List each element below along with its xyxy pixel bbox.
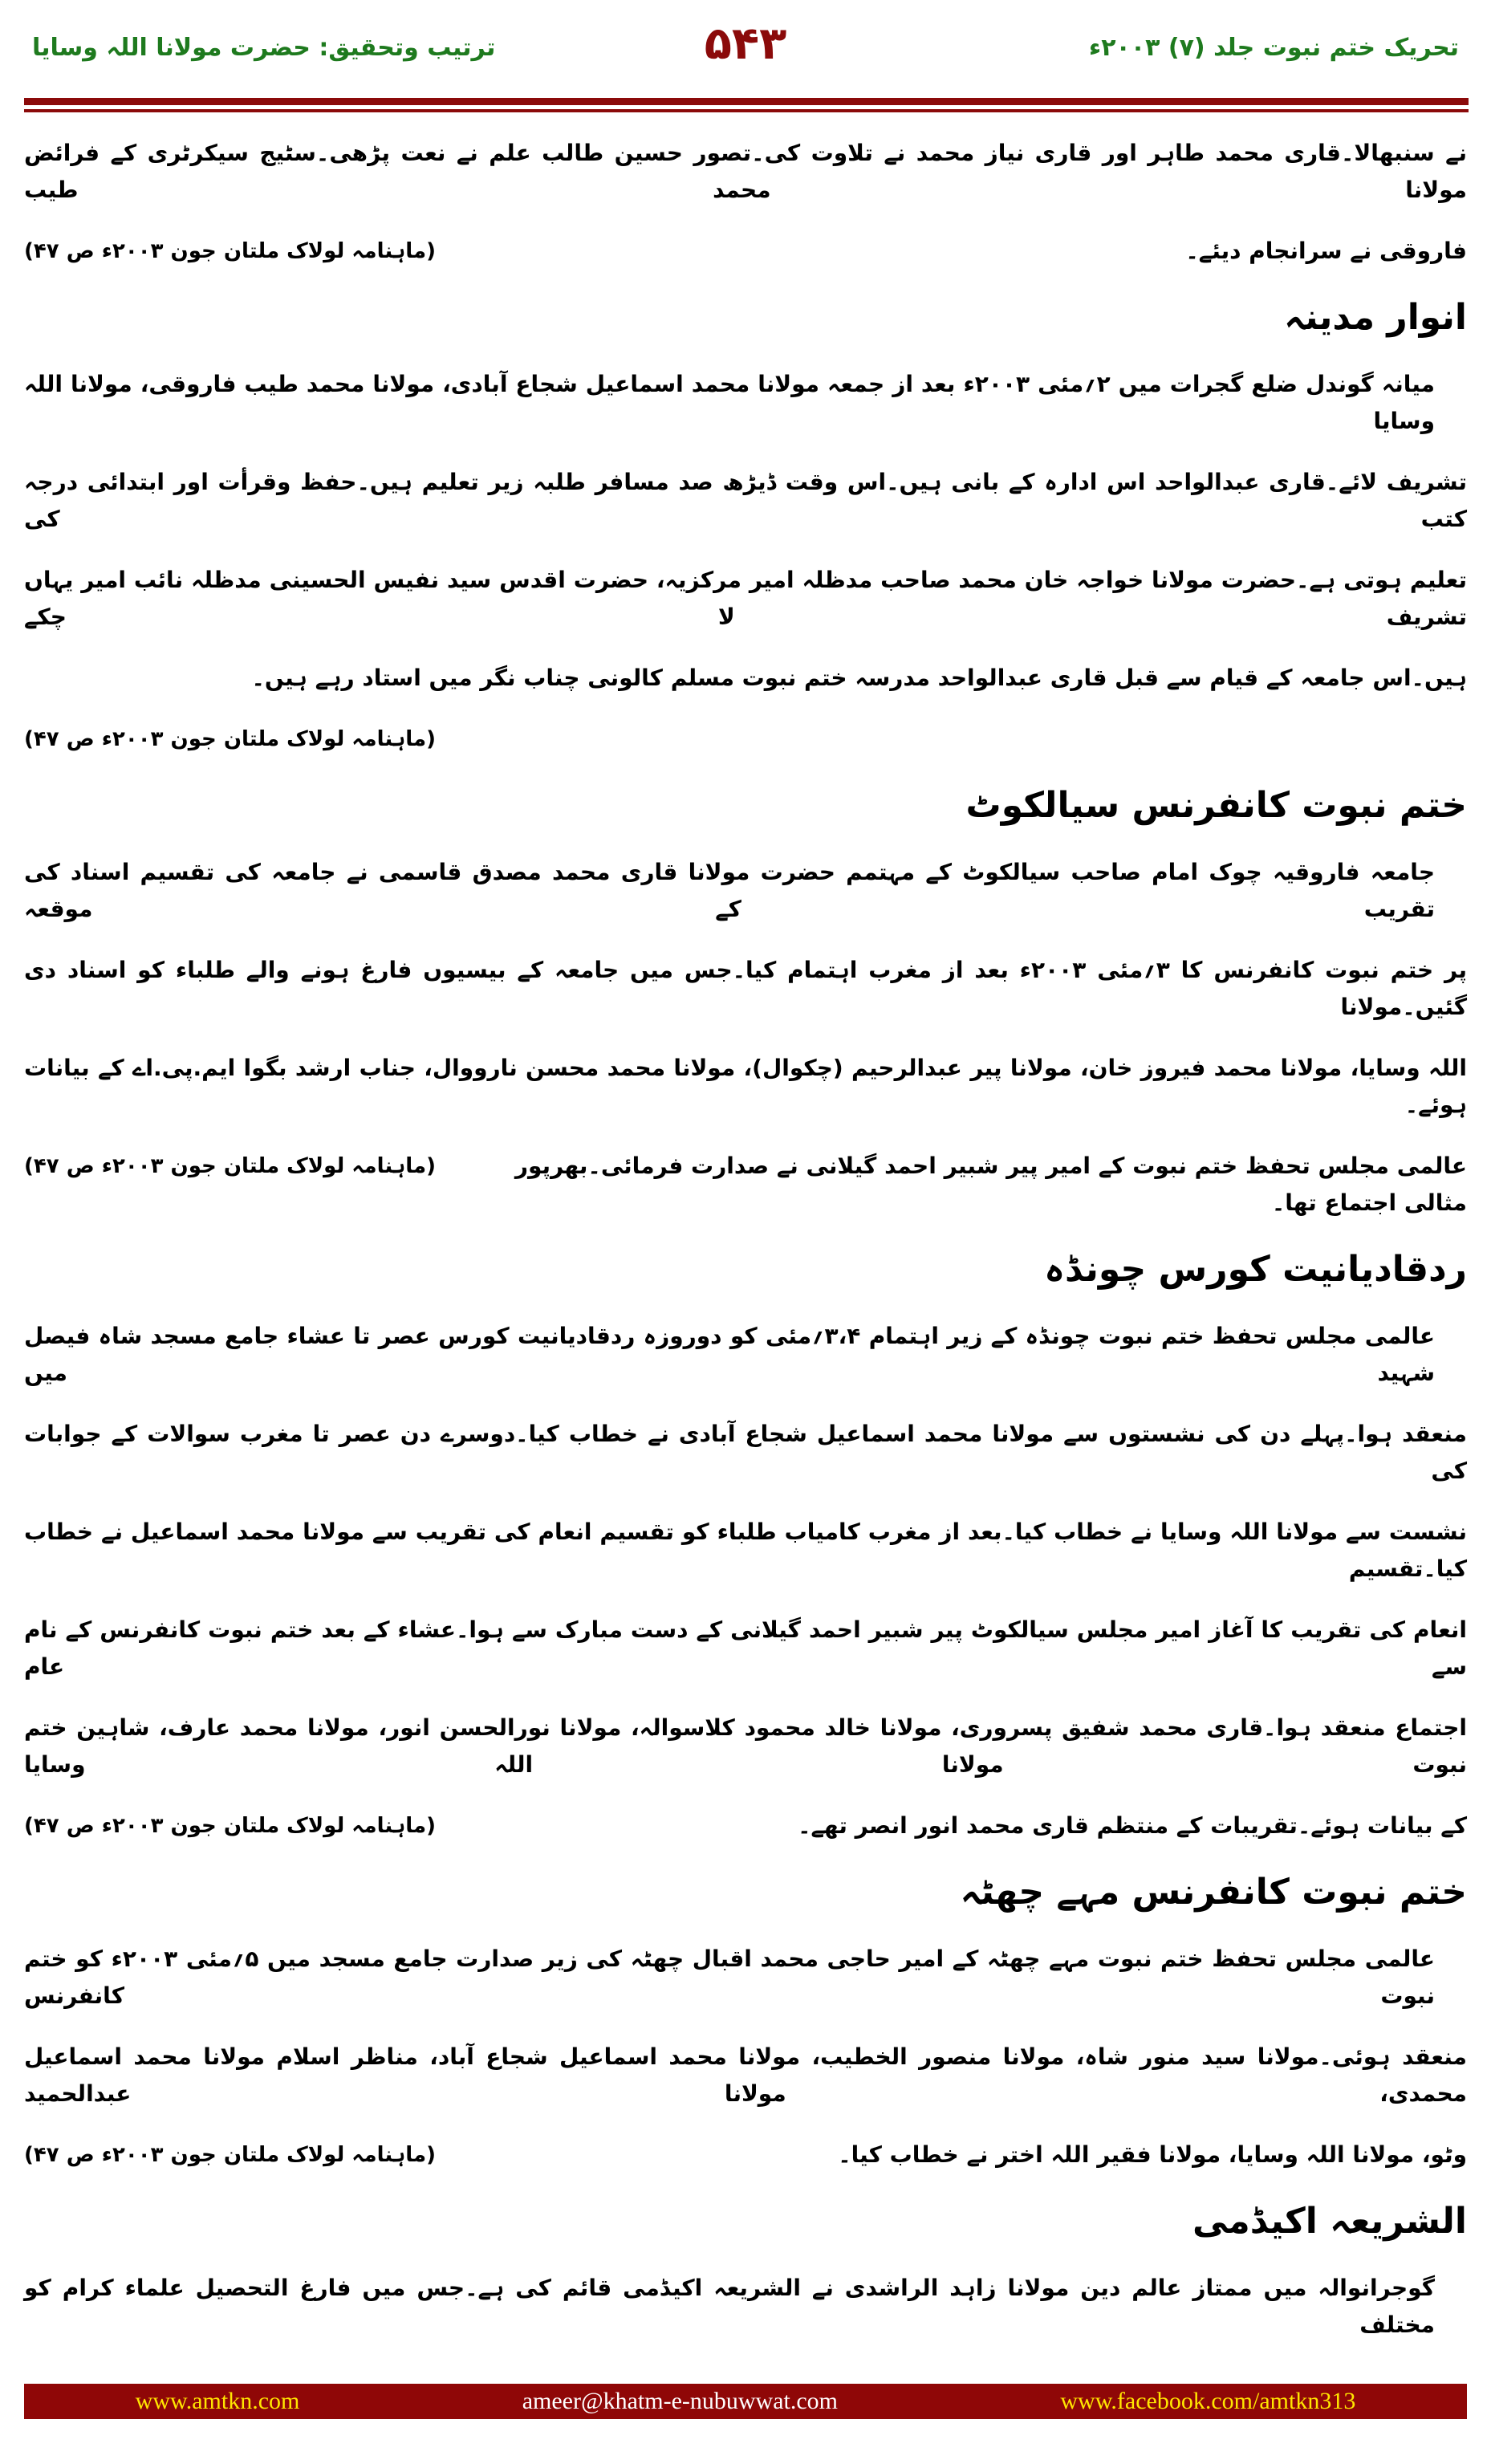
section-heading: ختم نبوت کانفرنس سیالکوٹ [965, 785, 1467, 826]
line-with-citation [24, 233, 1467, 270]
text-line: عالمی مجلس تحفظ ختم نبوت کے امیر پیر شبیر احمد گیلانی نے صدارت فرمائی۔بھرپور مثالی اجتماع تھا۔ [514, 1153, 1467, 1216]
citation: (ماہنامہ لولاک ملتان جون ۲۰۰۳ء ص ۴۷) [24, 1154, 436, 1178]
text-line: منعقد ہوا۔پہلے دن کی نشستوں سے مولانا محمد اسماعیل شجاع آبادی نے خطاب کیا۔دوسرے دن عصر تا مغرب سوالات کے جوابات کی [24, 1421, 1467, 1484]
text-line: نشست سے مولانا اللہ وسایا نے خطاب کیا۔بعد از مغرب کامیاب طلباء کو تقسیم انعام کی تقریب سے مولانا محمد اسماعیل نے خطاب کیا۔تقسیم [24, 1519, 1467, 1582]
text-line: منعقد ہوئی۔مولانا سید منور شاہ، مولانا منصور الخطیب، مولانا محمد اسماعیل شجاع آباد، مناظر اسلام مولانا محمد اسماعیل محمدی، مولانا عبدالحمید [24, 2043, 1467, 2107]
text-line: جامعہ فاروقیہ چوک امام صاحب سیالکوٹ کے مہتمم حضرت مولانا قاری محمد مصدق قاسمی نے جامعہ کی تقسیم اسناد کی تقریب کے موقعہ [24, 859, 1436, 922]
text-line: گوجرانوالہ میں ممتاز عالم دین مولانا زاہد الراشدی نے الشریعہ اکیڈمی قائم کی ہے۔جس میں فارغ التحصیل علماء کرام کو مختلف [24, 2275, 1435, 2338]
header-rule-thin [24, 109, 1469, 112]
facebook-link[interactable]: www.facebook.com/amtkn313 [1060, 2388, 1356, 2414]
text-line: عالمی مجلس تحفظ ختم نبوت مہے چھٹہ کے امیر حاجی محمد اقبال چھٹہ کی زیر صدارت جامع مسجد میں ۵؍مئی ۲۰۰۳ء کو ختم نبوت کانفرنس [24, 1946, 1435, 2009]
line-with-citation [24, 1148, 1467, 1222]
text-line: وٹو، مولانا اللہ وسایا، مولانا فقیر اللہ اختر نے خطاب کیا۔ [838, 2141, 1467, 2168]
citation: (ماہنامہ لولاک ملتان جون ۲۰۰۳ء ص ۴۷) [24, 239, 436, 263]
line-with-citation [24, 2137, 1467, 2173]
text-line: اللہ وسایا، مولانا محمد فیروز خان، مولانا پیر عبدالرحیم (چکوال)، مولانا محمد محسن نارووال، جناب ارشد بگوا ایم.پی.اے کے بیانات ہوئے۔ [24, 1055, 1467, 1118]
footer-bar [24, 2384, 1467, 2419]
citation: (ماہنامہ لولاک ملتان جون ۲۰۰۳ء ص ۴۷) [24, 727, 436, 751]
section-heading: الشریعہ اکیڈمی [1192, 2201, 1467, 2242]
book-title: تحریک ختم نبوت جلد (۷) ۲۰۰۳ء [1088, 34, 1459, 62]
text-line: پر ختم نبوت کانفرنس کا ۳؍مئی ۲۰۰۳ء بعد از مغرب اہتمام کیا۔جس میں جامعہ کے بیسیوں فارغ ہونے والے طلباء کو اسناد دی گئیں۔مولانا [24, 957, 1467, 1020]
text-line: نے سنبھالا۔قاری محمد طاہر اور قاری نیاز محمد نے تلاوت کی۔تصور حسین طالب علم نے نعت پڑھی۔سٹیج سیکرٹری کے فرائض مولانا محمد طیب [24, 140, 1467, 203]
page-header [0, 0, 1491, 120]
text-line: میانہ گوندل ضلع گجرات میں ۲؍مئی ۲۰۰۳ء بعد از جمعہ مولانا محمد اسماعیل شجاع آبادی، مولانا محمد طیب فاروقی، مولانا اللہ وسایا [24, 371, 1436, 434]
section-heading: ختم نبوت کانفرنس مہے چھٹہ [960, 1872, 1467, 1913]
website-link[interactable]: www.amtkn.com [135, 2388, 300, 2414]
text-line: فاروقی نے سرانجام دیئے۔ [1185, 238, 1467, 264]
section-heading: ردقادیانیت کورس چونڈہ [1044, 1249, 1467, 1290]
line-with-citation [24, 1807, 1467, 1844]
text-line: تشریف لائے۔قاری عبدالواحد اس ادارہ کے بانی ہیں۔اس وقت ڈیڑھ صد مسافر طلبہ زیر تعلیم ہیں۔حفظ وقرأت اور ابتدائی درجہ کتب کی [24, 469, 1467, 532]
text-line: ہیں۔اس جامعہ کے قیام سے قبل قاری عبدالواحد مدرسہ ختم نبوت مسلم کالونی چناب نگر میں استاد رہے ہیں۔ [251, 665, 1467, 691]
text-line: تعلیم ہوتی ہے۔حضرت مولانا خواجہ خان محمد صاحب مدظلہ امیر مرکزیہ، حضرت اقدس سید نفیس الحسینی مدظلہ نائب امیر یہاں تشریف لا چکے [24, 567, 1467, 630]
text-line: عالمی مجلس تحفظ ختم نبوت چونڈہ کے زیر اہتمام ۳،۴؍مئی کو دوروزہ ردقادیانیت کورس عصر تا عشاء جامع مسجد شاہ فیصل شہید میں [24, 1323, 1436, 1386]
citation: (ماہنامہ لولاک ملتان جون ۲۰۰۳ء ص ۴۷) [24, 1814, 436, 1838]
header-rule-thick [24, 98, 1469, 105]
citation: (ماہنامہ لولاک ملتان جون ۲۰۰۳ء ص ۴۷) [24, 2143, 436, 2167]
text-line: کے بیانات ہوئے۔تقریبات کے منتظم قاری محمد انور انصر تھے۔ [798, 1812, 1467, 1839]
page-body [0, 120, 1491, 2384]
page-number: ۵۴۳ [704, 18, 787, 70]
text-line: انعام کی تقریب کا آغاز امیر مجلس سیالکوٹ پیر شبیر احمد گیلانی کے دست مبارک سے ہوا۔عشاء کے بعد ختم نبوت کانفرنس کے نام سے عام [24, 1616, 1467, 1680]
text-line: اجتماع منعقد ہوا۔قاری محمد شفیق پسروری، مولانا خالد محمود کلاسوالہ، مولانا نورالحسن انور، مولانا محمد عارف، شاہین ختم نبوت مولانا اللہ وسایا [24, 1714, 1467, 1778]
citation-row [24, 721, 1467, 758]
section-heading: انوار مدینہ [1284, 297, 1467, 338]
email-link[interactable]: ameer@khatm-e-nubuwwat.com [522, 2388, 839, 2414]
compiler-credit: ترتیب وتحقیق: حضرت مولانا اللہ وسایا [32, 34, 496, 62]
